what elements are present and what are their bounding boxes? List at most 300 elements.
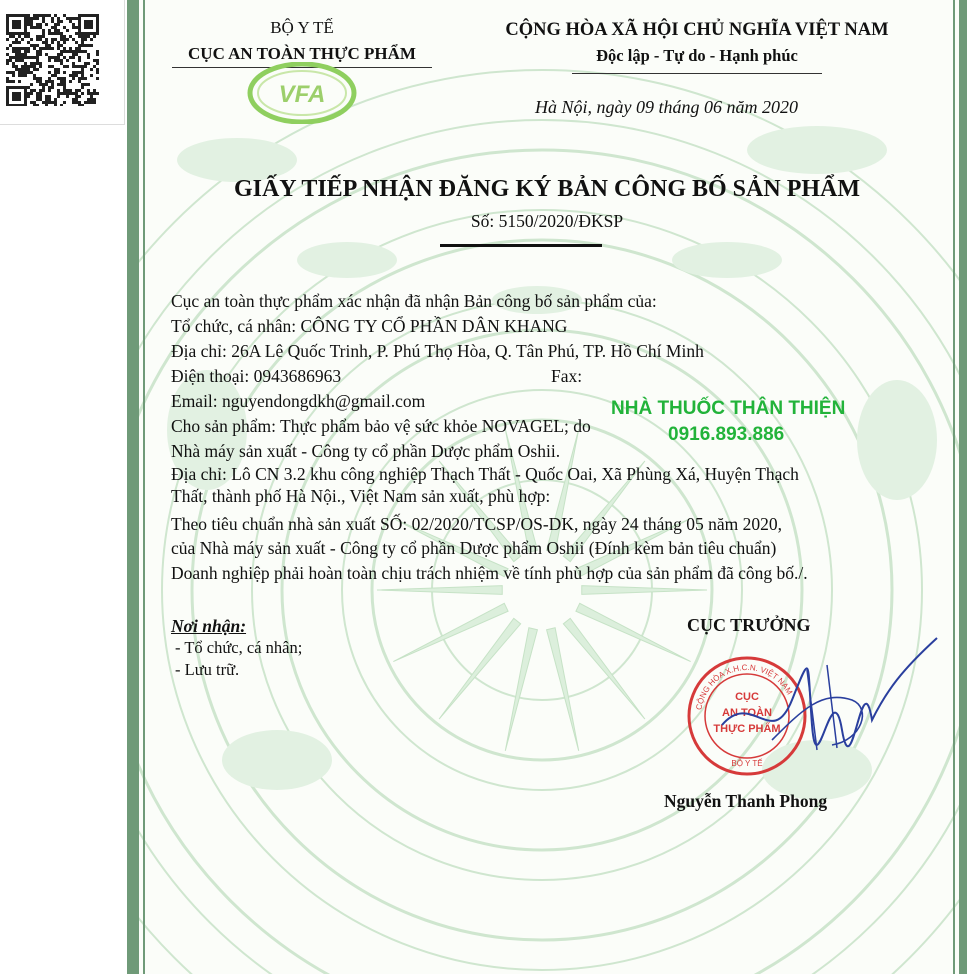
qr-code-icon xyxy=(6,14,102,106)
qr-module xyxy=(66,38,69,41)
qr-module xyxy=(87,62,90,65)
qr-module xyxy=(51,83,54,86)
qr-module xyxy=(90,14,93,17)
motto-underline xyxy=(572,73,822,74)
qr-module xyxy=(42,29,45,32)
qr-module xyxy=(33,68,36,71)
qr-module xyxy=(33,47,36,50)
qr-module xyxy=(54,32,57,35)
qr-module xyxy=(75,50,78,53)
qr-module xyxy=(9,56,12,59)
qr-module xyxy=(45,14,48,17)
qr-module xyxy=(36,68,39,71)
qr-module xyxy=(63,47,66,50)
qr-module xyxy=(30,65,33,68)
qr-module xyxy=(39,89,42,92)
standard-line1: Theo tiêu chuẩn nhà sản xuất SỐ: 02/2020/TCSP/OS-DK, ngày 24 tháng 05 năm 2020, xyxy=(171,514,782,534)
qr-module xyxy=(54,23,57,26)
qr-module xyxy=(12,71,15,74)
document-title: GIẤY TIẾP NHẬN ĐĂNG KÝ BẢN CÔNG BỐ SẢN PHẨM xyxy=(233,176,861,202)
qr-module xyxy=(6,71,9,74)
qr-module xyxy=(78,80,81,83)
qr-module xyxy=(42,14,45,17)
qr-module xyxy=(48,86,51,89)
qr-module xyxy=(18,80,21,83)
qr-module xyxy=(27,41,30,44)
qr-module xyxy=(63,80,66,83)
qr-module xyxy=(33,56,36,59)
qr-module xyxy=(15,65,18,68)
qr-module xyxy=(96,14,99,17)
qr-module xyxy=(78,71,81,74)
qr-module xyxy=(9,80,12,83)
qr-module xyxy=(36,50,39,53)
handwritten-signature-icon xyxy=(712,630,942,780)
qr-module xyxy=(21,65,24,68)
qr-module xyxy=(45,53,48,56)
qr-module xyxy=(9,59,12,62)
qr-module xyxy=(45,83,48,86)
qr-module xyxy=(48,89,51,92)
qr-module xyxy=(51,38,54,41)
qr-module xyxy=(63,86,66,89)
qr-module xyxy=(15,59,18,62)
qr-module xyxy=(90,101,93,104)
qr-module xyxy=(87,14,90,17)
qr-module xyxy=(33,77,36,80)
qr-module xyxy=(6,20,9,23)
qr-module xyxy=(84,77,87,80)
qr-module xyxy=(75,41,78,44)
qr-module xyxy=(48,44,51,47)
qr-module xyxy=(69,56,72,59)
qr-module xyxy=(27,68,30,71)
qr-module xyxy=(93,59,96,62)
qr-module xyxy=(60,80,63,83)
qr-module xyxy=(18,26,21,29)
qr-module xyxy=(33,104,36,106)
qr-module xyxy=(42,47,45,50)
qr-module xyxy=(69,47,72,50)
qr-module xyxy=(81,83,84,86)
qr-module xyxy=(45,98,48,101)
qr-module xyxy=(12,98,15,101)
qr-module xyxy=(36,56,39,59)
qr-module xyxy=(96,53,99,56)
qr-module xyxy=(57,83,60,86)
qr-module xyxy=(75,53,78,56)
qr-module xyxy=(6,98,9,101)
recipient-item: - Lưu trữ. xyxy=(175,660,240,679)
qr-module xyxy=(78,17,81,20)
recipient-item: - Tổ chức, cá nhân; xyxy=(175,638,303,657)
qr-module xyxy=(87,35,90,38)
qr-module xyxy=(54,98,57,101)
qr-module xyxy=(75,98,78,101)
qr-module xyxy=(6,26,9,29)
qr-module xyxy=(18,50,21,53)
qr-module xyxy=(57,20,60,23)
qr-module xyxy=(42,89,45,92)
qr-module xyxy=(72,62,75,65)
qr-module xyxy=(12,35,15,38)
qr-module xyxy=(57,44,60,47)
qr-module xyxy=(48,98,51,101)
qr-module xyxy=(39,38,42,41)
factory-address-line2: Thất, thành phố Hà Nội., Việt Nam sản xuất, phù hợp: xyxy=(171,486,551,506)
qr-module xyxy=(81,38,84,41)
pharmacy-watermark-phone: 0916.893.886 xyxy=(668,424,785,445)
email-address: Email: nguyendongdkh@gmail.com xyxy=(171,391,426,411)
qr-module xyxy=(57,59,60,62)
factory-line: Nhà máy sản xuất - Công ty cổ phần Dược phẩm Oshii. xyxy=(171,441,561,461)
qr-module xyxy=(36,98,39,101)
qr-module xyxy=(54,56,57,59)
qr-module xyxy=(24,95,27,98)
qr-module xyxy=(87,56,90,59)
qr-module xyxy=(69,92,72,95)
qr-module xyxy=(96,77,99,80)
qr-module xyxy=(84,26,87,29)
qr-module xyxy=(63,92,66,95)
qr-module xyxy=(15,47,18,50)
fax-label: Fax: xyxy=(551,366,583,386)
qr-module xyxy=(84,65,87,68)
qr-module xyxy=(27,50,30,53)
qr-module xyxy=(18,53,21,56)
qr-module xyxy=(90,68,93,71)
qr-module xyxy=(78,29,81,32)
qr-module xyxy=(12,41,15,44)
qr-module xyxy=(15,98,18,101)
qr-module xyxy=(39,92,42,95)
qr-module xyxy=(72,17,75,20)
qr-module xyxy=(66,89,69,92)
qr-module xyxy=(54,29,57,32)
qr-module xyxy=(93,65,96,68)
qr-module xyxy=(51,101,54,104)
qr-module xyxy=(42,41,45,44)
qr-module xyxy=(90,44,93,47)
ministry-name: BỘ Y TẾ xyxy=(270,18,334,37)
qr-module xyxy=(60,83,63,86)
qr-module xyxy=(45,47,48,50)
qr-module xyxy=(75,26,78,29)
qr-module xyxy=(21,38,24,41)
qr-module xyxy=(63,26,66,29)
qr-module xyxy=(36,59,39,62)
qr-module xyxy=(57,17,60,20)
qr-module xyxy=(51,47,54,50)
qr-module xyxy=(9,104,12,106)
qr-module xyxy=(15,20,18,23)
qr-module xyxy=(36,23,39,26)
qr-module xyxy=(78,101,81,104)
qr-module xyxy=(42,101,45,104)
qr-module xyxy=(75,71,78,74)
qr-module xyxy=(84,83,87,86)
qr-module xyxy=(24,20,27,23)
qr-module xyxy=(93,35,96,38)
right-inner-border xyxy=(953,0,955,974)
qr-module xyxy=(57,56,60,59)
qr-module xyxy=(48,101,51,104)
qr-module xyxy=(90,38,93,41)
body-intro: Cục an toàn thực phẩm xác nhận đã nhận Bản công bố sản phẩm của: xyxy=(171,291,657,311)
qr-module xyxy=(57,47,60,50)
qr-module xyxy=(51,74,54,77)
qr-module xyxy=(87,53,90,56)
qr-module xyxy=(63,89,66,92)
qr-module xyxy=(87,23,90,26)
qr-module xyxy=(39,65,42,68)
stamp-center-line2: AN TOÀN xyxy=(722,707,772,719)
qr-module xyxy=(33,26,36,29)
qr-module xyxy=(57,89,60,92)
qr-code-panel xyxy=(0,0,125,125)
qr-module xyxy=(75,47,78,50)
qr-module xyxy=(84,38,87,41)
qr-module xyxy=(45,38,48,41)
qr-module xyxy=(24,50,27,53)
qr-module xyxy=(57,53,60,56)
qr-module xyxy=(81,14,84,17)
qr-module xyxy=(30,92,33,95)
qr-module xyxy=(66,17,69,20)
qr-module xyxy=(21,47,24,50)
qr-module xyxy=(18,56,21,59)
qr-module xyxy=(84,101,87,104)
qr-module xyxy=(24,74,27,77)
qr-module xyxy=(81,35,84,38)
qr-module xyxy=(30,83,33,86)
qr-module xyxy=(81,65,84,68)
qr-module xyxy=(18,86,21,89)
qr-module xyxy=(12,32,15,35)
qr-module xyxy=(21,53,24,56)
qr-module xyxy=(21,104,24,106)
qr-module xyxy=(87,26,90,29)
qr-module xyxy=(30,26,33,29)
qr-module xyxy=(63,56,66,59)
qr-module xyxy=(24,92,27,95)
country-name: CỘNG HÒA XÃ HỘI CHỦ NGHĨA VIỆT NAM xyxy=(505,20,889,40)
qr-module xyxy=(12,62,15,65)
stamp-bottom-text: BỘ Y TẾ xyxy=(731,759,763,768)
qr-module xyxy=(75,101,78,104)
drum-sun-ray xyxy=(582,586,707,595)
qr-module xyxy=(78,14,81,17)
qr-module xyxy=(39,83,42,86)
qr-module xyxy=(24,68,27,71)
qr-module xyxy=(51,17,54,20)
recipients-heading: Nơi nhận: xyxy=(171,616,247,636)
qr-module xyxy=(75,92,78,95)
qr-module xyxy=(24,32,27,35)
qr-module xyxy=(33,65,36,68)
qr-module xyxy=(12,65,15,68)
qr-module xyxy=(54,101,57,104)
qr-module xyxy=(54,68,57,71)
qr-module xyxy=(12,92,15,95)
qr-module xyxy=(21,32,24,35)
qr-module xyxy=(36,104,39,106)
qr-module xyxy=(51,86,54,89)
qr-module xyxy=(42,83,45,86)
qr-module xyxy=(27,35,30,38)
qr-module xyxy=(18,35,21,38)
qr-module xyxy=(27,71,30,74)
qr-module xyxy=(96,68,99,71)
qr-module xyxy=(63,77,66,80)
qr-module xyxy=(63,41,66,44)
qr-module xyxy=(15,14,18,17)
qr-module xyxy=(84,32,87,35)
qr-module xyxy=(78,20,81,23)
qr-module xyxy=(66,95,69,98)
qr-module xyxy=(27,56,30,59)
qr-module xyxy=(24,17,27,20)
qr-module xyxy=(36,26,39,29)
qr-module xyxy=(9,14,12,17)
qr-module xyxy=(45,23,48,26)
qr-module xyxy=(54,38,57,41)
qr-module xyxy=(33,62,36,65)
qr-module xyxy=(81,68,84,71)
qr-module xyxy=(12,80,15,83)
qr-module xyxy=(24,101,27,104)
qr-module xyxy=(21,56,24,59)
qr-module xyxy=(9,71,12,74)
qr-module xyxy=(30,20,33,23)
document-number: Số: 5150/2020/ĐKSP xyxy=(470,211,624,231)
qr-module xyxy=(9,35,12,38)
qr-module xyxy=(90,98,93,101)
qr-module xyxy=(30,89,33,92)
qr-module xyxy=(36,14,39,17)
qr-module xyxy=(87,92,90,95)
qr-module xyxy=(12,47,15,50)
qr-module xyxy=(96,32,99,35)
qr-module xyxy=(57,95,60,98)
qr-module xyxy=(33,89,36,92)
qr-module xyxy=(27,92,30,95)
qr-module xyxy=(48,56,51,59)
qr-module xyxy=(51,56,54,59)
qr-module xyxy=(39,35,42,38)
qr-module xyxy=(6,62,9,65)
qr-module xyxy=(84,50,87,53)
qr-module xyxy=(45,101,48,104)
qr-module xyxy=(12,20,15,23)
qr-module xyxy=(15,38,18,41)
qr-module xyxy=(6,59,9,62)
qr-module xyxy=(21,68,24,71)
qr-module xyxy=(24,35,27,38)
qr-module xyxy=(36,17,39,20)
qr-module xyxy=(6,104,9,106)
qr-module xyxy=(21,71,24,74)
qr-module xyxy=(15,32,18,35)
qr-module xyxy=(18,23,21,26)
qr-module xyxy=(81,71,84,74)
qr-module xyxy=(78,59,81,62)
qr-module xyxy=(78,47,81,50)
qr-module xyxy=(90,26,93,29)
qr-module xyxy=(72,71,75,74)
qr-module xyxy=(9,32,12,35)
qr-module xyxy=(51,32,54,35)
qr-module xyxy=(96,62,99,65)
qr-module xyxy=(39,14,42,17)
qr-module xyxy=(84,23,87,26)
qr-module xyxy=(60,32,63,35)
qr-module xyxy=(51,20,54,23)
qr-module xyxy=(30,38,33,41)
qr-module xyxy=(63,35,66,38)
qr-module xyxy=(69,50,72,53)
left-border xyxy=(127,0,139,974)
qr-module xyxy=(54,26,57,29)
qr-module xyxy=(48,71,51,74)
qr-module xyxy=(15,86,18,89)
qr-module xyxy=(42,17,45,20)
qr-module xyxy=(48,32,51,35)
qr-module xyxy=(6,47,9,50)
qr-module xyxy=(72,101,75,104)
qr-module xyxy=(6,14,9,17)
qr-module xyxy=(78,104,81,106)
qr-module xyxy=(84,20,87,23)
qr-module xyxy=(57,68,60,71)
qr-module xyxy=(36,62,39,65)
qr-module xyxy=(75,95,78,98)
qr-module xyxy=(84,62,87,65)
qr-module xyxy=(60,44,63,47)
qr-module xyxy=(60,62,63,65)
qr-module xyxy=(54,14,57,17)
qr-module xyxy=(48,14,51,17)
qr-module xyxy=(87,101,90,104)
product-line: Cho sản phẩm: Thực phẩm bảo vệ sức khỏe NOVAGEL; do xyxy=(171,416,591,436)
qr-module xyxy=(18,98,21,101)
qr-module xyxy=(39,98,42,101)
drum-sun-ray xyxy=(505,628,537,751)
qr-module xyxy=(60,50,63,53)
qr-module xyxy=(30,44,33,47)
qr-module xyxy=(42,20,45,23)
qr-module xyxy=(39,95,42,98)
qr-module xyxy=(27,32,30,35)
qr-module xyxy=(60,53,63,56)
qr-module xyxy=(69,20,72,23)
qr-module xyxy=(6,53,9,56)
qr-module xyxy=(33,14,36,17)
qr-module xyxy=(93,101,96,104)
qr-module xyxy=(9,44,12,47)
qr-module xyxy=(60,77,63,80)
qr-module xyxy=(27,14,30,17)
qr-module xyxy=(36,95,39,98)
qr-module xyxy=(24,14,27,17)
qr-module xyxy=(36,35,39,38)
qr-module xyxy=(96,26,99,29)
left-inner-border xyxy=(143,0,145,974)
qr-module xyxy=(60,38,63,41)
vfa-logo-icon xyxy=(247,62,357,124)
qr-module xyxy=(33,44,36,47)
qr-module xyxy=(27,17,30,20)
